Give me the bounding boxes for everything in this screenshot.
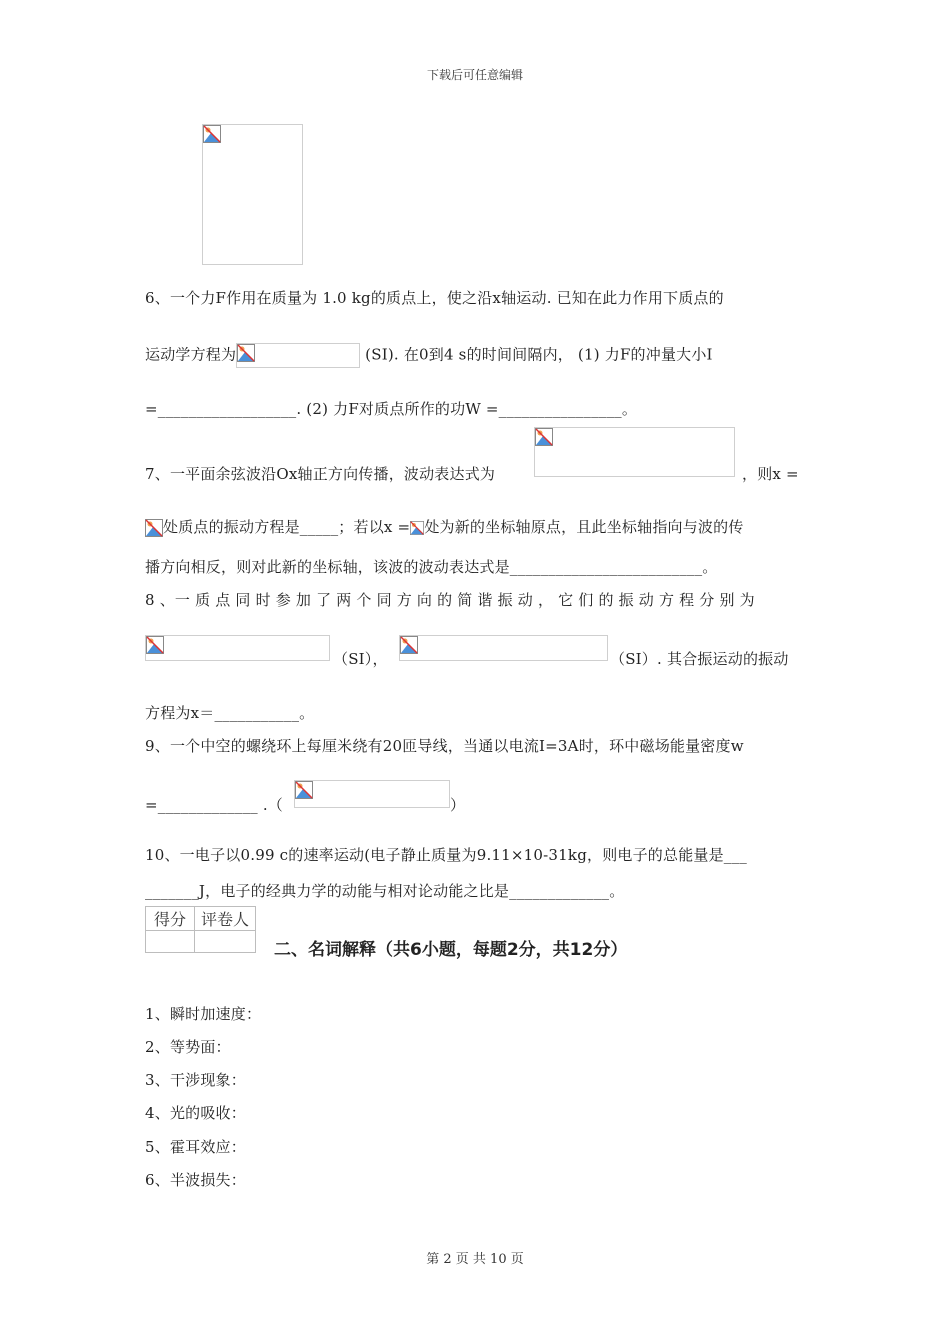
page-footer: 第 2 页 共 10 页 bbox=[426, 1252, 524, 1267]
q7-line2 bbox=[145, 516, 744, 537]
q9-line2-b: ） bbox=[450, 796, 466, 814]
q8-line2-a: （SI）， bbox=[333, 650, 388, 668]
term-item: 5、霍耳效应： bbox=[145, 1138, 246, 1156]
score-label: 得分 bbox=[146, 907, 195, 931]
q6-line3: =__________________. (2) 力F对质点所作的功W =________________。 bbox=[145, 400, 638, 418]
broken-image-icon bbox=[145, 519, 163, 537]
formula-image bbox=[236, 343, 360, 368]
q7-line1-a: 7、一平面余弦波沿Ox轴正方向传播，波动表达式为 bbox=[145, 465, 496, 483]
q9-line2-a: =_____________ .（ bbox=[145, 796, 284, 814]
q6-line2 bbox=[145, 343, 713, 368]
q7-line3: 播方向相反，则对此新的坐标轴，该波的波动表达式是_________________________。 bbox=[145, 558, 718, 576]
term-item: 2、等势面： bbox=[145, 1038, 231, 1056]
formula-image bbox=[145, 635, 330, 661]
formula-image bbox=[534, 427, 735, 477]
q8-line3: 方程为x＝___________。 bbox=[145, 704, 315, 722]
q7-line1 bbox=[145, 463, 495, 484]
broken-image-icon bbox=[410, 519, 424, 537]
page-header: 下载后可任意编辑 bbox=[426, 68, 523, 82]
broken-image-icon bbox=[295, 781, 313, 799]
broken-image-icon bbox=[203, 125, 221, 143]
grader-label: 评卷人 bbox=[195, 907, 256, 931]
q6-line1: 6、一个力F作用在质量为 1.0 kg的质点上，使之沿x轴运动. 已知在此力作用下质点的 bbox=[145, 289, 724, 307]
term-item: 3、干涉现象： bbox=[145, 1071, 246, 1089]
broken-image-icon bbox=[237, 344, 255, 362]
section-title: 二、名词解释（共6小题，每题2分，共12分） bbox=[274, 940, 628, 960]
q6-line2-a: 运动学方程为 bbox=[145, 345, 237, 364]
q8-line1: 8 、一 质 点 同 时 参 加 了 两 个 同 方 向 的 简 谐 振 动 ， 它 们 的 振 动 方 程 分 别 为 bbox=[145, 591, 755, 609]
term-item: 6、半波损失： bbox=[145, 1171, 246, 1189]
q7-line1-b: ，则x = bbox=[742, 465, 799, 483]
formula-image bbox=[410, 519, 424, 537]
q7-line2-a: 处质点的振动方程是_____；若以x = bbox=[163, 518, 411, 536]
formula-image bbox=[294, 780, 450, 808]
formula-image bbox=[145, 519, 163, 537]
broken-image-icon bbox=[146, 636, 164, 654]
q7-line2-b: 处为新的坐标轴原点，且此坐标轴指向与波的传 bbox=[424, 518, 744, 536]
broken-image-icon bbox=[535, 428, 553, 446]
term-item: 1、瞬时加速度： bbox=[145, 1005, 262, 1023]
score-cell[interactable] bbox=[146, 931, 195, 953]
formula-image bbox=[399, 635, 608, 661]
q6-line2-b: (SI). 在0到4 s的时间间隔内， (1) 力F的冲量大小I bbox=[360, 345, 713, 364]
q10-line2: _______J，电子的经典力学的动能与相对论动能之比是_____________。 bbox=[145, 882, 625, 900]
score-table bbox=[145, 906, 256, 953]
q10-line1: 10、一电子以0.99 c的速率运动(电子静止质量为9.11×10-31kg，则电子的总能量是___ bbox=[145, 846, 747, 864]
q9-line1: 9、一个中空的螺绕环上每厘米绕有20匝导线，当通以电流I=3A时，环中磁场能量密度w bbox=[145, 737, 744, 755]
q8-line2-b: （SI）. 其合振运动的振动 bbox=[610, 650, 789, 668]
grader-cell[interactable] bbox=[195, 931, 256, 953]
term-item: 4、光的吸收： bbox=[145, 1104, 246, 1122]
figure-placeholder bbox=[202, 124, 303, 265]
broken-image-icon bbox=[400, 636, 418, 654]
